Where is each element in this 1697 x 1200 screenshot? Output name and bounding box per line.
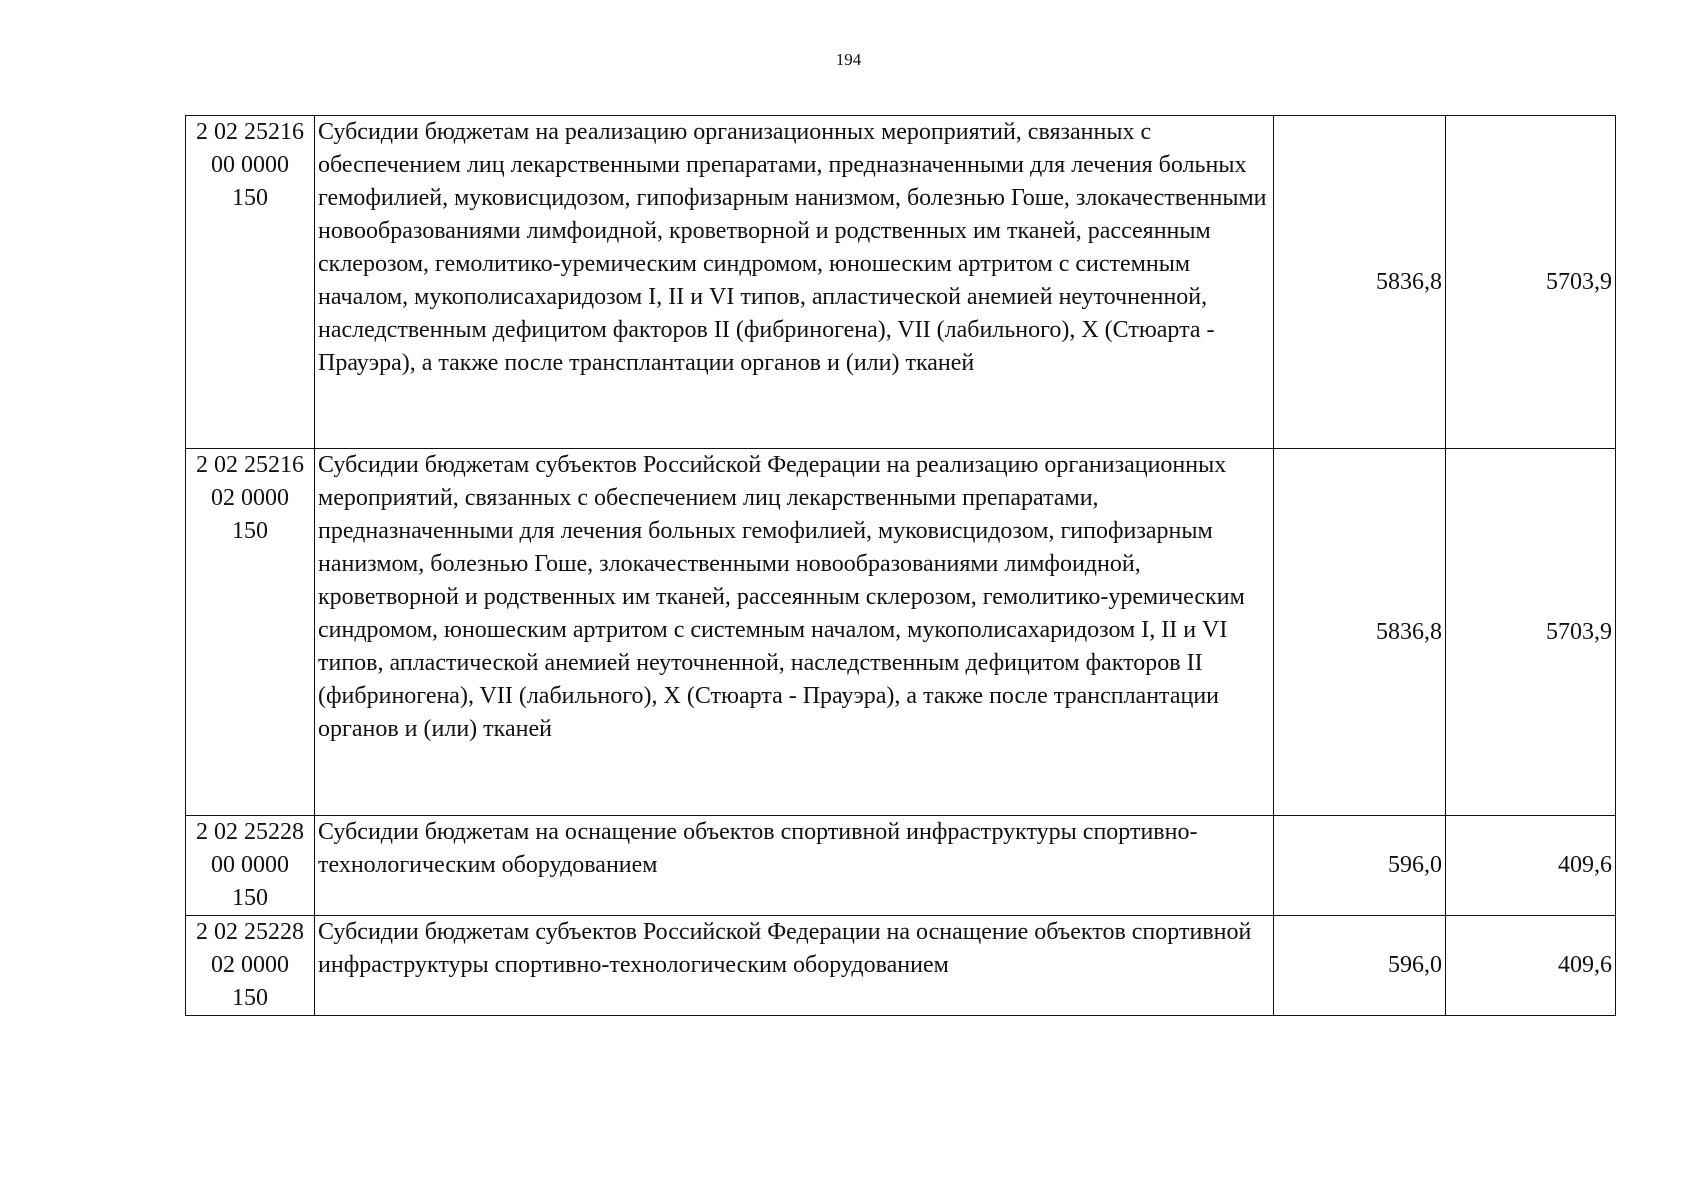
- budget-code-cell: [186, 116, 315, 449]
- description-cell: Субсидии бюджетам субъектов Российской Федерации на оснащение объектов спортивной инфраструктуры спортивно-технологическим оборудованием: [315, 916, 1274, 1016]
- budget-code-line: 02 0000: [211, 485, 289, 511]
- amount-cell-1: 596,0: [1274, 816, 1446, 916]
- amount-cell-2: 409,6: [1446, 816, 1616, 916]
- budget-code-line: 02 0000: [211, 952, 289, 978]
- page-number: 194: [835, 50, 862, 69]
- table-row: [186, 449, 1616, 816]
- budget-code-line: 2 02 25228: [196, 919, 304, 945]
- amount-cell-2: 5703,9: [1446, 449, 1616, 816]
- budget-code-cell: [186, 916, 315, 1016]
- budget-code-line: 2 02 25216: [196, 119, 304, 145]
- budget-code-cell: [186, 816, 315, 916]
- amount-cell-1: 5836,8: [1274, 116, 1446, 449]
- amount-cell-1: 596,0: [1274, 916, 1446, 1016]
- table-row: [186, 816, 1616, 916]
- budget-code-line: 150: [232, 885, 268, 911]
- budget-code-cell: [186, 449, 315, 816]
- description-cell: Субсидии бюджетам на реализацию организационных мероприятий, связанных с обеспечением лиц лекарственными препаратами, предназначенными для лечения больных гемофилией, муковисцидозом, гипофизарным нанизмом, болезнью Гоше, злокачественными новообразованиями лимфоидной, кроветворной и родственных им тканей, рассеянным склерозом, гемолитико-уремическим синдромом, юношеским артритом с системным началом, мукополисахаридозом I, II и VI типов, апластической анемией неуточненной, наследственным дефицитом факторов II (фибриногена), VII (лабильного), X (Стюарта - Прауэра), а также после трансплантации органов и (или) тканей: [315, 116, 1274, 449]
- description-cell: Субсидии бюджетам субъектов Российской Федерации на реализацию организационных мероприятий, связанных с обеспечением лиц лекарственными препаратами, предназначенными для лечения больных гемофилией, муковисцидозом, гипофизарным нанизмом, болезнью Гоше, злокачественными новообразованиями лимфоидной, кроветворной и родственных им тканей, рассеянным склерозом, гемолитико-уремическим синдромом, юношеским артритом с системным началом, мукополисахаридозом I, II и VI типов, апластической анемией неуточненной, наследственным дефицитом факторов II (фибриногена), VII (лабильного), X (Стюарта - Прауэра), а также после трансплантации органов и (или) тканей: [315, 449, 1274, 816]
- budget-table: [185, 115, 1616, 1016]
- budget-code-line: 00 0000: [211, 152, 289, 178]
- budget-code-line: 2 02 25216: [196, 452, 304, 478]
- budget-code-line: 2 02 25228: [196, 819, 304, 845]
- amount-cell-1: 5836,8: [1274, 449, 1446, 816]
- description-cell: Субсидии бюджетам на оснащение объектов спортивной инфраструктуры спортивно-технологическим оборудованием: [315, 816, 1274, 916]
- budget-code-line: 150: [232, 518, 268, 544]
- amount-cell-2: 5703,9: [1446, 116, 1616, 449]
- budget-code-line: 150: [232, 985, 268, 1011]
- table-row: [186, 116, 1616, 449]
- budget-code-line: 00 0000: [211, 852, 289, 878]
- table-row: [186, 916, 1616, 1016]
- amount-cell-2: 409,6: [1446, 916, 1616, 1016]
- budget-code-line: 150: [232, 185, 268, 211]
